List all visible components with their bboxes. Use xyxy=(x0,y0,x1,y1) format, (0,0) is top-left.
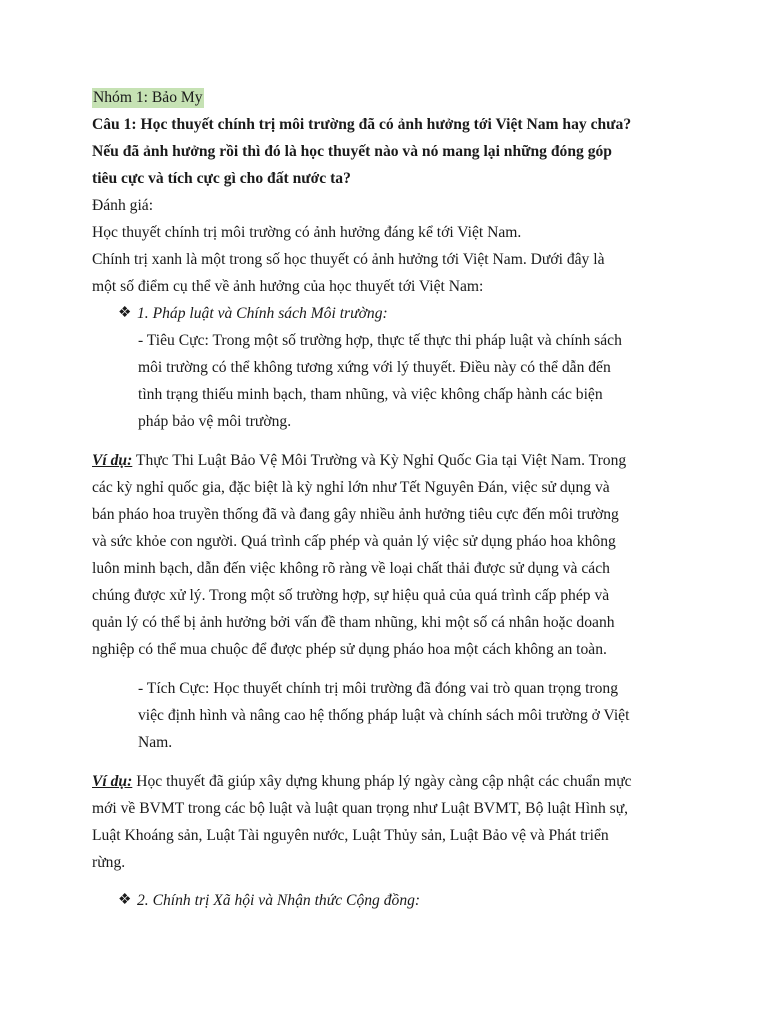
group-label: Nhóm 1: Bảo My xyxy=(93,89,203,106)
example-1-first: Thực Thi Luật Bảo Vệ Môi Trường và Kỳ Nghỉ Quốc Gia tại Việt Nam. Trong xyxy=(132,452,627,469)
negative-line-4: pháp bảo vệ môi trường. xyxy=(138,413,292,430)
example-2-line-3: Luật Khoáng sản, Luật Tài nguyên nước, Luật Thủy sản, Luật Bảo vệ và Phát triển xyxy=(92,827,609,844)
intro-line-3: một số điểm cụ thể về ảnh hưởng của học thuyết tới Việt Nam: xyxy=(92,278,484,295)
example-1-label: Ví dụ: xyxy=(92,452,133,469)
positive-line-3: Nam. xyxy=(138,734,173,751)
question-line-3: tiêu cực và tích cực gì cho đất nước ta? xyxy=(92,170,351,187)
evaluation-label: Đánh giá: xyxy=(92,197,154,214)
negative-line-2: môi trường có thể không tương xứng với lý thuyết. Điều này có thể dẫn đến xyxy=(138,359,611,376)
section-1-heading xyxy=(92,300,692,327)
example-2-label: Ví dụ: xyxy=(92,773,133,790)
example-1-line-4: và sức khỏe con người. Quá trình cấp phép và quản lý việc sử dụng pháo hoa không xyxy=(92,533,616,550)
positive-line-2: việc định hình và nâng cao hệ thống pháp luật và chính sách môi trường ở Việt xyxy=(138,707,630,724)
example-2-line-1 xyxy=(92,768,692,795)
example-1-line-2: các kỳ nghỉ quốc gia, đặc biệt là kỳ nghỉ lớn như Tết Nguyên Đán, việc sử dụng và xyxy=(92,479,610,496)
negative-line-3: tình trạng thiếu minh bạch, tham nhũng, và việc không chấp hành các biện xyxy=(138,386,603,403)
example-1-line-8: nghiệp có thể mua chuộc để được phép sử dụng pháo hoa một cách không an toàn. xyxy=(92,641,607,658)
example-1-line-3: bán pháo hoa truyền thống đã và đang gây nhiều ảnh hưởng tiêu cực đến môi trường xyxy=(92,506,619,523)
diamond-bullet-icon: ❖ xyxy=(118,892,132,908)
section-2-heading xyxy=(92,887,692,914)
example-1-line-5: luôn minh bạch, dẫn đến việc không rõ ràng về loại chất thải được sử dụng và cách xyxy=(92,560,610,577)
question-line-1: Câu 1: Học thuyết chính trị môi trường đã có ảnh hưởng tới Việt Nam hay chưa? xyxy=(92,116,632,133)
negative-line-1: - Tiêu Cực: Trong một số trường hợp, thực tế thực thi pháp luật và chính sách xyxy=(138,332,622,349)
section-1-title: 1. Pháp luật và Chính sách Môi trường: xyxy=(137,305,388,322)
example-1-line-6: chúng được xử lý. Trong một số trường hợp, sự hiệu quả của quá trình cấp phép và xyxy=(92,587,610,604)
group-label-line xyxy=(92,84,692,111)
positive-line-1: - Tích Cực: Học thuyết chính trị môi trường đã đóng vai trò quan trọng trong xyxy=(138,680,619,697)
question-line-2: Nếu đã ảnh hưởng rồi thì đó là học thuyết nào và nó mang lại những đóng góp xyxy=(92,143,612,160)
example-2-line-2: mới về BVMT trong các bộ luật và luật quan trọng như Luật BVMT, Bộ luật Hình sự, xyxy=(92,800,629,817)
intro-line-1: Học thuyết chính trị môi trường có ảnh hưởng đáng kể tới Việt Nam. xyxy=(92,224,522,241)
intro-line-2: Chính trị xanh là một trong số học thuyết có ảnh hưởng tới Việt Nam. Dưới đây là xyxy=(92,251,605,268)
example-1-line-7: quản lý có thể bị ảnh hưởng bởi vấn đề tham nhũng, khi một số cá nhân hoặc doanh xyxy=(92,614,615,631)
example-1-line-1 xyxy=(92,447,692,474)
example-2-line-4: rừng. xyxy=(92,854,126,871)
example-2-first: Học thuyết đã giúp xây dựng khung pháp lý ngày càng cập nhật các chuẩn mực xyxy=(132,773,632,790)
diamond-bullet-icon: ❖ xyxy=(118,305,132,321)
section-2-title: 2. Chính trị Xã hội và Nhận thức Cộng đồng: xyxy=(137,892,421,909)
document-page xyxy=(92,84,692,914)
